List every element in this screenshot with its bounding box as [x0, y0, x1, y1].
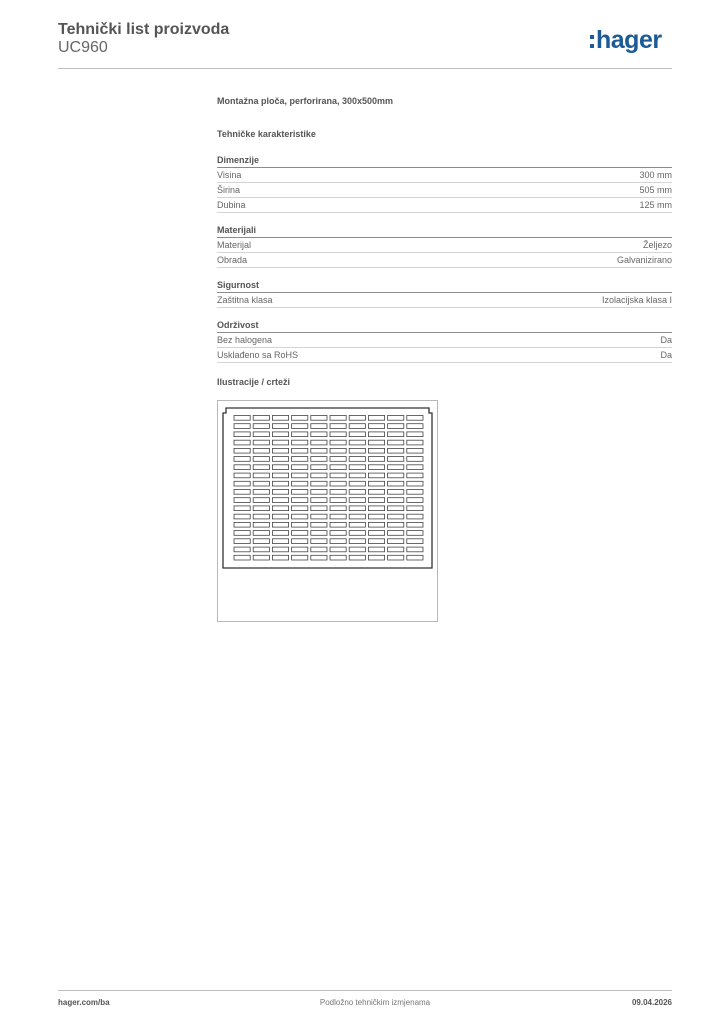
- perforation-hole: [253, 432, 269, 437]
- header-divider: [58, 68, 672, 69]
- perforation-hole: [272, 416, 288, 421]
- document-title: Tehnički list proizvoda: [58, 21, 230, 38]
- perforation-hole: [330, 424, 346, 429]
- perforation-hole: [311, 547, 327, 552]
- spec-content: [217, 96, 672, 391]
- perforation-hole: [368, 490, 384, 495]
- perforation-hole: [388, 440, 404, 445]
- perforation-hole: [368, 506, 384, 511]
- perforation-hole: [234, 514, 250, 519]
- perforation-hole: [368, 481, 384, 486]
- perforation-hole: [292, 424, 308, 429]
- perforation-grid: [234, 416, 423, 561]
- perforation-hole: [272, 457, 288, 462]
- perforation-hole: [311, 481, 327, 486]
- logo-wordmark: hager: [596, 26, 662, 54]
- logo-dots-icon: [590, 35, 594, 50]
- perforation-hole: [388, 424, 404, 429]
- perforation-hole: [253, 440, 269, 445]
- spec-row: [217, 238, 672, 253]
- perforation-hole: [349, 506, 365, 511]
- perforation-hole: [292, 490, 308, 495]
- perforation-hole: [388, 432, 404, 437]
- perforation-hole: [253, 473, 269, 478]
- spec-label: Materijal: [217, 240, 252, 250]
- perforation-hole: [272, 514, 288, 519]
- perforation-hole: [330, 473, 346, 478]
- perforation-hole: [292, 465, 308, 470]
- perforation-hole: [292, 514, 308, 519]
- perforation-hole: [407, 481, 423, 486]
- perforation-hole: [330, 506, 346, 511]
- perforation-hole: [368, 514, 384, 519]
- perforation-hole: [368, 424, 384, 429]
- perforation-hole: [311, 432, 327, 437]
- perforation-hole: [349, 481, 365, 486]
- perforation-hole: [311, 424, 327, 429]
- perforation-hole: [253, 547, 269, 552]
- perforation-hole: [349, 465, 365, 470]
- perforation-hole: [311, 555, 327, 560]
- perforation-hole: [330, 416, 346, 421]
- perforation-hole: [253, 416, 269, 421]
- perforation-hole: [388, 514, 404, 519]
- perforation-hole: [407, 465, 423, 470]
- perforation-hole: [349, 531, 365, 536]
- perforation-hole: [368, 465, 384, 470]
- perforation-hole: [234, 547, 250, 552]
- perforation-hole: [407, 432, 423, 437]
- footer-note: Podložno tehničkim izmjenama: [319, 998, 431, 1007]
- perforation-hole: [234, 457, 250, 462]
- perforation-hole: [311, 457, 327, 462]
- perforation-hole: [407, 547, 423, 552]
- spec-row: [217, 253, 672, 268]
- perforation-hole: [407, 539, 423, 544]
- product-description: Montažna ploča, perforirana, 300x500mm: [217, 96, 394, 106]
- perforation-hole: [349, 416, 365, 421]
- perforation-hole: [330, 432, 346, 437]
- perforation-hole: [234, 473, 250, 478]
- perforation-hole: [272, 506, 288, 511]
- perforation-hole: [349, 457, 365, 462]
- spec-group-materials: [217, 225, 672, 268]
- spec-label: Visina: [217, 170, 242, 180]
- perforation-hole: [330, 481, 346, 486]
- spec-value: Da: [660, 350, 672, 360]
- perforation-hole: [407, 440, 423, 445]
- mounting-plate-drawing: [218, 401, 437, 621]
- perforation-hole: [272, 424, 288, 429]
- perforation-hole: [368, 522, 384, 527]
- perforation-hole: [368, 555, 384, 560]
- perforation-hole: [253, 481, 269, 486]
- perforation-hole: [272, 473, 288, 478]
- spec-label: Širina: [217, 185, 241, 195]
- perforation-hole: [292, 416, 308, 421]
- perforation-hole: [234, 440, 250, 445]
- perforation-hole: [272, 432, 288, 437]
- footer-website[interactable]: hager.com/ba: [58, 998, 110, 1007]
- perforation-hole: [388, 448, 404, 453]
- spec-group-title: Održivost: [217, 320, 672, 333]
- perforation-hole: [272, 555, 288, 560]
- spec-group-title: Dimenzije: [217, 155, 672, 168]
- spec-label: Obrada: [217, 255, 248, 265]
- perforation-hole: [368, 498, 384, 503]
- spec-label: Zaštitna klasa: [217, 295, 273, 305]
- perforation-hole: [253, 448, 269, 453]
- perforation-hole: [311, 448, 327, 453]
- perforation-hole: [292, 432, 308, 437]
- perforation-hole: [368, 539, 384, 544]
- spec-label: Dubina: [217, 200, 246, 210]
- perforation-hole: [234, 539, 250, 544]
- perforation-hole: [292, 498, 308, 503]
- perforation-hole: [253, 424, 269, 429]
- perforation-hole: [349, 514, 365, 519]
- perforation-hole: [330, 514, 346, 519]
- perforation-hole: [407, 424, 423, 429]
- spec-group-title: Sigurnost: [217, 280, 672, 293]
- perforation-hole: [272, 490, 288, 495]
- perforation-hole: [253, 539, 269, 544]
- perforation-hole: [388, 416, 404, 421]
- perforation-hole: [388, 481, 404, 486]
- perforation-hole: [349, 539, 365, 544]
- perforation-hole: [234, 432, 250, 437]
- perforation-hole: [292, 506, 308, 511]
- perforation-hole: [330, 465, 346, 470]
- perforation-hole: [253, 555, 269, 560]
- perforation-hole: [311, 465, 327, 470]
- perforation-hole: [368, 473, 384, 478]
- perforation-hole: [388, 490, 404, 495]
- perforation-hole: [253, 457, 269, 462]
- perforation-hole: [368, 547, 384, 552]
- perforation-hole: [368, 531, 384, 536]
- perforation-hole: [311, 490, 327, 495]
- perforation-hole: [292, 457, 308, 462]
- perforation-hole: [234, 490, 250, 495]
- product-code: UC960: [58, 39, 108, 56]
- perforation-hole: [349, 490, 365, 495]
- perforation-hole: [368, 416, 384, 421]
- perforation-hole: [388, 531, 404, 536]
- perforation-hole: [253, 531, 269, 536]
- spec-value: 300 mm: [639, 170, 672, 180]
- perforation-hole: [234, 448, 250, 453]
- perforation-hole: [272, 547, 288, 552]
- perforation-hole: [292, 448, 308, 453]
- perforation-hole: [330, 498, 346, 503]
- perforation-hole: [330, 539, 346, 544]
- perforation-hole: [330, 448, 346, 453]
- spec-row: [217, 183, 672, 198]
- perforation-hole: [234, 522, 250, 527]
- spec-label: Usklađeno sa RoHS: [217, 350, 299, 360]
- perforation-hole: [330, 547, 346, 552]
- perforation-hole: [349, 440, 365, 445]
- perforation-hole: [311, 506, 327, 511]
- spec-row: [217, 293, 672, 308]
- perforation-hole: [388, 506, 404, 511]
- perforation-hole: [311, 514, 327, 519]
- perforation-hole: [330, 490, 346, 495]
- perforation-hole: [388, 539, 404, 544]
- perforation-hole: [234, 498, 250, 503]
- illustration-frame: [217, 400, 438, 622]
- spec-group-safety: [217, 280, 672, 308]
- perforation-hole: [311, 498, 327, 503]
- spec-section-title: Tehničke karakteristike: [217, 129, 316, 139]
- perforation-hole: [292, 531, 308, 536]
- perforation-hole: [407, 473, 423, 478]
- perforation-hole: [311, 531, 327, 536]
- spec-row: [217, 333, 672, 348]
- perforation-hole: [407, 416, 423, 421]
- perforation-hole: [311, 440, 327, 445]
- perforation-hole: [368, 440, 384, 445]
- footer-divider: [58, 990, 672, 991]
- perforation-hole: [292, 481, 308, 486]
- perforation-hole: [272, 498, 288, 503]
- perforation-hole: [311, 473, 327, 478]
- spec-value: Izolacijska klasa I: [601, 295, 672, 305]
- spec-row: [217, 168, 672, 183]
- perforation-hole: [407, 448, 423, 453]
- spec-value: Željezo: [642, 240, 672, 250]
- perforation-hole: [388, 555, 404, 560]
- perforation-hole: [292, 440, 308, 445]
- perforation-hole: [407, 498, 423, 503]
- perforation-hole: [311, 416, 327, 421]
- perforation-hole: [253, 490, 269, 495]
- perforation-hole: [388, 522, 404, 527]
- perforation-hole: [234, 481, 250, 486]
- perforation-hole: [349, 448, 365, 453]
- perforation-hole: [253, 498, 269, 503]
- perforation-hole: [253, 514, 269, 519]
- spec-row: [217, 348, 672, 363]
- perforation-hole: [330, 555, 346, 560]
- perforation-hole: [349, 473, 365, 478]
- perforation-hole: [272, 465, 288, 470]
- perforation-hole: [292, 555, 308, 560]
- perforation-hole: [234, 555, 250, 560]
- perforation-hole: [407, 490, 423, 495]
- perforation-hole: [292, 473, 308, 478]
- perforation-hole: [234, 531, 250, 536]
- spec-group-title: Materijali: [217, 225, 672, 238]
- spec-value: 505 mm: [639, 185, 672, 195]
- perforation-hole: [368, 448, 384, 453]
- perforation-hole: [388, 473, 404, 478]
- spec-group-sustainability: [217, 320, 672, 363]
- perforation-hole: [407, 457, 423, 462]
- perforation-hole: [272, 440, 288, 445]
- illustration-title: Ilustracije / crteži: [217, 377, 291, 387]
- perforation-hole: [311, 539, 327, 544]
- perforation-hole: [388, 457, 404, 462]
- perforation-hole: [253, 522, 269, 527]
- perforation-hole: [349, 522, 365, 527]
- perforation-hole: [407, 555, 423, 560]
- spec-row: [217, 198, 672, 213]
- perforation-hole: [311, 522, 327, 527]
- perforation-hole: [349, 555, 365, 560]
- perforation-hole: [349, 432, 365, 437]
- spec-label: Bez halogena: [217, 335, 273, 345]
- perforation-hole: [407, 522, 423, 527]
- perforation-hole: [330, 531, 346, 536]
- perforation-hole: [407, 506, 423, 511]
- perforation-hole: [272, 448, 288, 453]
- perforation-hole: [234, 424, 250, 429]
- perforation-hole: [407, 531, 423, 536]
- perforation-hole: [253, 465, 269, 470]
- perforation-hole: [234, 416, 250, 421]
- spec-group-dimensions: [217, 155, 672, 213]
- perforation-hole: [292, 539, 308, 544]
- perforation-hole: [349, 424, 365, 429]
- perforation-hole: [349, 498, 365, 503]
- perforation-hole: [407, 514, 423, 519]
- spec-value: 125 mm: [639, 200, 672, 210]
- perforation-hole: [388, 547, 404, 552]
- perforation-hole: [368, 457, 384, 462]
- perforation-hole: [253, 506, 269, 511]
- perforation-hole: [330, 457, 346, 462]
- perforation-hole: [272, 531, 288, 536]
- perforation-hole: [349, 547, 365, 552]
- perforation-hole: [330, 522, 346, 527]
- perforation-hole: [272, 481, 288, 486]
- perforation-hole: [272, 522, 288, 527]
- perforation-hole: [234, 465, 250, 470]
- spec-value: Da: [660, 335, 672, 345]
- spec-value: Galvanizirano: [616, 255, 672, 265]
- perforation-hole: [292, 547, 308, 552]
- perforation-hole: [368, 432, 384, 437]
- footer-date: 09.04.2026: [631, 998, 672, 1007]
- hager-logo: [590, 26, 662, 55]
- perforation-hole: [272, 539, 288, 544]
- perforation-hole: [388, 465, 404, 470]
- perforation-hole: [388, 498, 404, 503]
- perforation-hole: [330, 440, 346, 445]
- perforation-hole: [292, 522, 308, 527]
- perforation-hole: [234, 506, 250, 511]
